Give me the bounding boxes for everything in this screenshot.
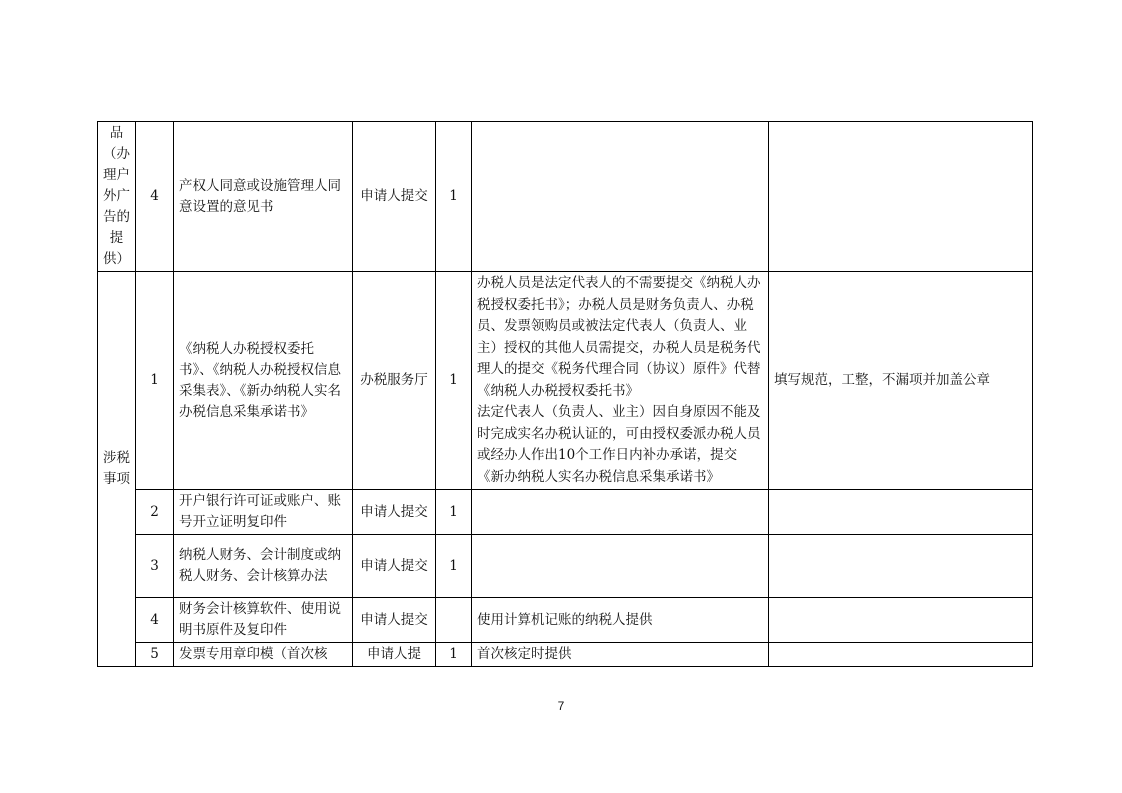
material-requirement xyxy=(769,122,1033,272)
page-number: 7 xyxy=(557,699,565,713)
row-number: 2 xyxy=(136,490,174,535)
table-row xyxy=(98,490,1033,535)
table-row xyxy=(98,272,1033,490)
material-name: 产权人同意或设施管理人同意设置的意见书 xyxy=(174,122,353,272)
material-requirement xyxy=(769,490,1033,535)
material-source: 申请人提交 xyxy=(353,490,436,535)
copies-count xyxy=(436,598,472,643)
table-row xyxy=(98,598,1033,643)
copies-count: 1 xyxy=(436,122,472,272)
copies-count: 1 xyxy=(436,643,472,667)
material-note xyxy=(472,122,769,272)
material-name: 纳税人财务、会计制度或纳税人财务、会计核算办法 xyxy=(174,535,353,598)
row-number: 4 xyxy=(136,598,174,643)
materials-table xyxy=(97,121,1033,667)
category-cell: 涉税事项 xyxy=(98,272,136,667)
material-name: 发票专用章印模（首次核 xyxy=(174,643,353,667)
material-requirement: 填写规范，工整，不漏项并加盖公章 xyxy=(769,272,1033,490)
copies-count: 1 xyxy=(436,490,472,535)
material-requirement xyxy=(769,535,1033,598)
material-note: 使用计算机记账的纳税人提供 xyxy=(472,598,769,643)
row-number: 3 xyxy=(136,535,174,598)
table-row xyxy=(98,122,1033,272)
row-number: 4 xyxy=(136,122,174,272)
material-source: 办税服务厅 xyxy=(353,272,436,490)
table-row xyxy=(98,535,1033,598)
row-number: 5 xyxy=(136,643,174,667)
material-source: 申请人提交 xyxy=(353,598,436,643)
table-row xyxy=(98,643,1033,667)
material-note: 办税人员是法定代表人的不需要提交《纳税人办税授权委托书》；办税人员是财务负责人、办税员、发票领购员或被法定代表人（负责人、业主）授权的其他人员需提交，办税人员是税务代理人的提交《税务代理合同（协议）原件》代替《纳税人办税授权委托书》 法定代表人（负责人、业主）因自身原因不能及时完成实名办税认证的，可由授权委派办税人员或经办人作出10个工作日内补办承诺，提交《新办纳税人实名办税信息采集承诺书》 xyxy=(472,272,769,490)
category-cell: 品（办理户外广告的提供） xyxy=(98,122,136,272)
material-name: 开户银行许可证或账户、账号开立证明复印件 xyxy=(174,490,353,535)
material-source: 申请人提 xyxy=(353,643,436,667)
row-number: 1 xyxy=(136,272,174,490)
material-source: 申请人提交 xyxy=(353,122,436,272)
copies-count: 1 xyxy=(436,535,472,598)
material-note: 首次核定时提供 xyxy=(472,643,769,667)
material-requirement xyxy=(769,643,1033,667)
material-source: 申请人提交 xyxy=(353,535,436,598)
material-requirement xyxy=(769,598,1033,643)
material-name: 财务会计核算软件、使用说明书原件及复印件 xyxy=(174,598,353,643)
material-note xyxy=(472,535,769,598)
material-name: 《纳税人办税授权委托书》、《纳税人办税授权信息采集表》、《新办纳税人实名办税信息采集承诺书》 xyxy=(174,272,353,490)
copies-count: 1 xyxy=(436,272,472,490)
material-note xyxy=(472,490,769,535)
